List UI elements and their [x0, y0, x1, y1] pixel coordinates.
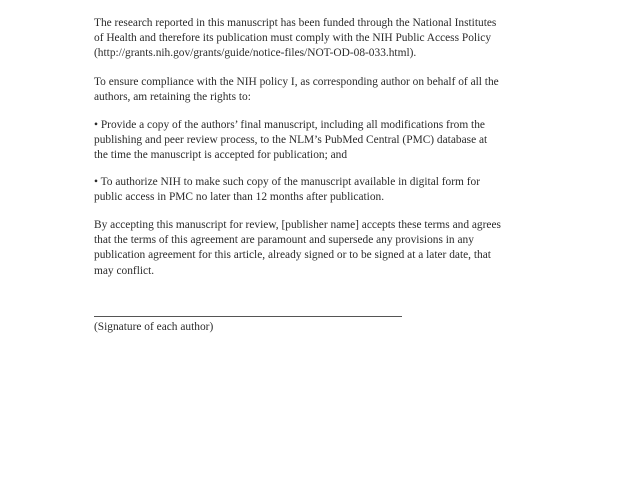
paragraph-line: The research reported in this manuscript has been funded through the National Institutes — [94, 17, 497, 29]
paragraph-line: that the terms of this agreement are paramount and supersede any provisions in any — [94, 234, 474, 247]
paragraph-line: public access in PMC no later than 12 months after publication. — [94, 191, 385, 204]
paragraph-line: the time the manuscript is accepted for publication; and — [94, 149, 348, 162]
paragraph-line: publication agreement for this article, already signed or to be signed at a later date, that — [94, 249, 491, 262]
signature-caption: (Signature of each author) — [94, 321, 214, 333]
paragraph-line: authors, am retaining the rights to: — [94, 91, 251, 104]
right-authorize-nih-bullet — [94, 175, 554, 205]
paragraph-line: publishing and peer review process, to the NLM’s PubMed Central (PMC) database at — [94, 134, 488, 147]
paragraph-line: may conflict. — [94, 264, 155, 277]
paragraph-line: • Provide a copy of the authors’ final manuscript, including all modifications from the — [94, 119, 485, 131]
cropped-text-fragment — [94, 0, 134, 3]
compliance-statement-paragraph — [94, 75, 554, 105]
right-provide-copy-bullet — [94, 118, 554, 164]
funding-statement-paragraph — [94, 16, 554, 62]
paragraph-line: (http://grants.nih.gov/grants/guide/notice-files/NOT-OD-08-033.html). — [94, 47, 417, 60]
signature-line — [94, 316, 402, 317]
paragraph-line: • To authorize NIH to make such copy of the manuscript available in digital form for — [94, 176, 481, 188]
acceptance-terms-paragraph — [94, 218, 554, 279]
paragraph-line: By accepting this manuscript for review, [publisher name] accepts these terms and agrees — [94, 219, 501, 231]
paragraph-line: of Health and therefore its publication must comply with the NIH Public Access Policy — [94, 32, 492, 45]
paragraph-line: To ensure compliance with the NIH policy I, as corresponding author on behalf of all the — [94, 76, 499, 88]
